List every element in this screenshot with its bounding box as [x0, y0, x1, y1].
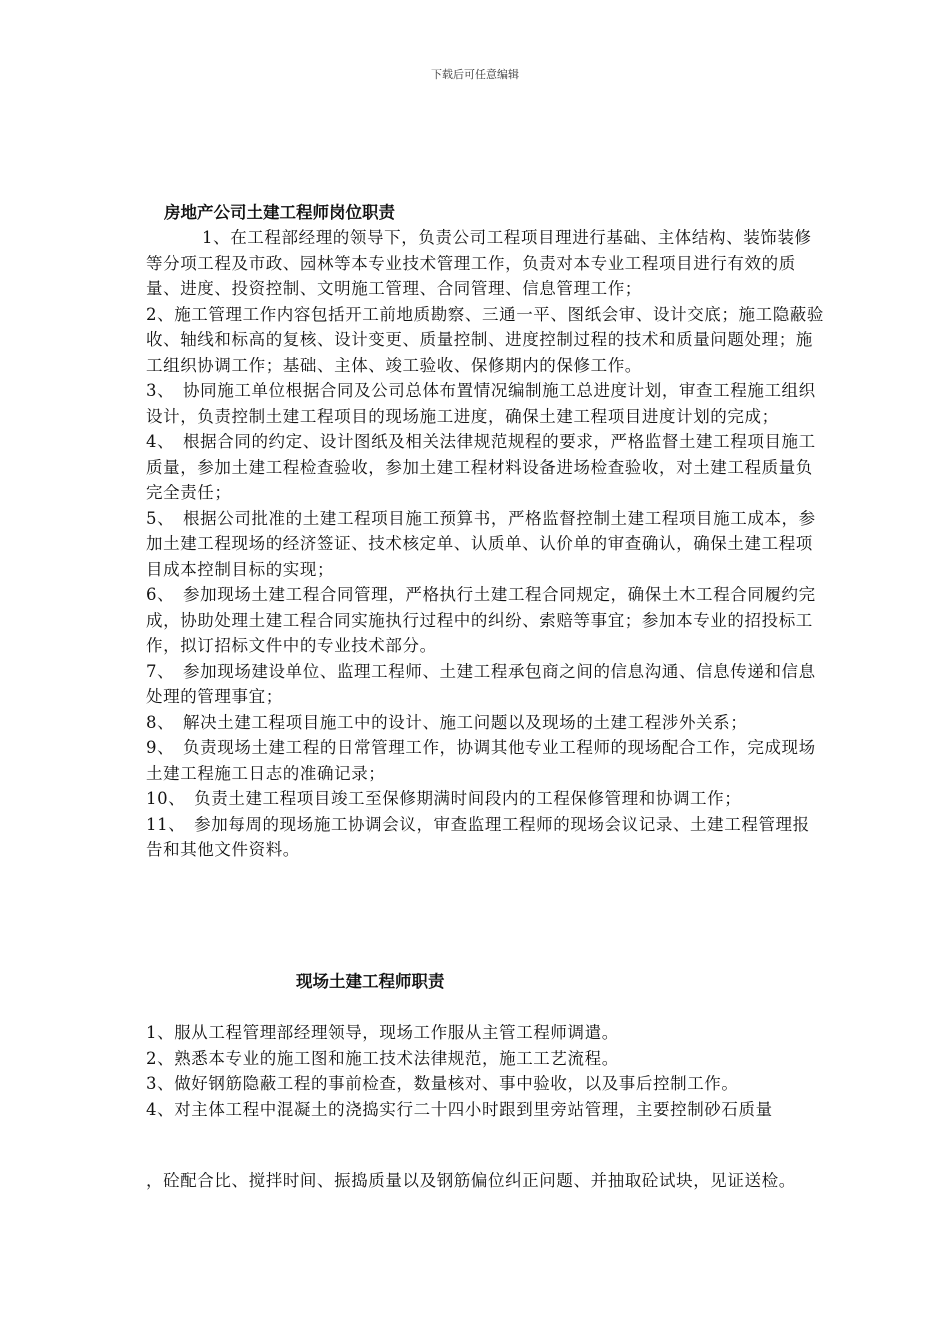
section1-item-11: 11、 参加每周的现场施工协调会议，审查监理工程师的现场会议记录、土建工程管理报告和其他文件资料。 [146, 814, 810, 859]
section1-item-6: 6、 参加现场土建工程合同管理，严格执行土建工程合同规定，确保土木工程合同履约完成，协助处理土建工程合同实施执行过程中的纠纷、索赔等事宜；参加本专业的招投标工作，拟订招标文件中的专业技术部分。 [146, 585, 816, 655]
section1-item-10: 10、 负责土建工程项目竣工至保修期满时间段内的工程保修管理和协调工作； [146, 789, 742, 808]
section1-item-5: 5、 根据公司批准的土建工程项目施工预算书，严格监督控制土建工程项目施工成本，参加土建工程现场的经济签证、技术核定单、认质单、认价单的审查确认，确保土建工程项目成本控制目标的实现； [146, 508, 816, 579]
section1-item-1: 1、在工程部经理的领导下，负责公司工程项目理进行基础、主体结构、装饰装修等分项工程及市政、园林等本专业技术管理工作，负责对本专业工程项目进行有效的质量、进度、投资控制、文明施工管理、合同管理、信息管理工作； [146, 228, 812, 298]
section2-item-1: 1、服从工程管理部经理领导，现场工作服从主管工程师调遣。 [146, 1023, 619, 1042]
section1-item-4: 4、 根据合同的约定、设计图纸及相关法律规范规程的要求，严格监督土建工程项目施工质量，参加土建工程检查验收，参加土建工程材料设备进场检查验收，对土建工程质量负完全责任； [146, 432, 816, 502]
section2-continuation [146, 1168, 826, 1194]
section1-item-9: 9、 负责现场土建工程的日常管理工作，协调其他专业工程师的现场配合工作，完成现场土建工程施工日志的准确记录； [146, 738, 816, 783]
section1-item-7: 7、 参加现场建设单位、监理工程师、土建工程承包商之间的信息沟通、信息传递和信息处理的管理事宜； [146, 661, 816, 706]
header-note: 下载后可任意编辑 [431, 68, 519, 81]
section2-body [146, 1020, 826, 1122]
section2-item-4: 4、对主体工程中混凝土的浇捣实行二十四小时跟到里旁站管理，主要控制砂石质量 [146, 1099, 773, 1119]
section1-item-3: 3、 协同施工单位根据合同及公司总体布置情况编制施工总进度计划，审查工程施工组织设计，负责控制土建工程项目的现场施工进度，确保土建工程项目进度计划的完成； [146, 381, 816, 426]
section1-item-2: 2、施工管理工作内容包括开工前地质勘察、三通一平、图纸会审、设计交底；施工隐蔽验收、轴线和标高的复核、设计变更、质量控制、进度控制过程的技术和质量问题处理；施工组织协调工作；基础、主体、竣工验收、保修期内的保修工作。 [146, 304, 824, 375]
section1-item-8: 8、 解决土建工程项目施工中的设计、施工问题以及现场的土建工程涉外关系； [146, 712, 748, 732]
section1-body [146, 225, 826, 863]
section2-item-4-continuation: ，砼配合比、搅拌时间、振捣质量以及钢筋偏位纠正问题、并抽取砼试块，见证送检。 [146, 1171, 796, 1190]
section2-item-3: 3、做好钢筋隐蔽工程的事前检查，数量核对、事中验收，以及事后控制工作。 [146, 1074, 739, 1093]
section2-item-2: 2、熟悉本专业的施工图和施工技术法律规范，施工工艺流程。 [146, 1048, 619, 1068]
section1-title: 房地产公司土建工程师岗位职责 [164, 203, 395, 222]
section2-title: 现场土建工程师职责 [296, 972, 445, 991]
